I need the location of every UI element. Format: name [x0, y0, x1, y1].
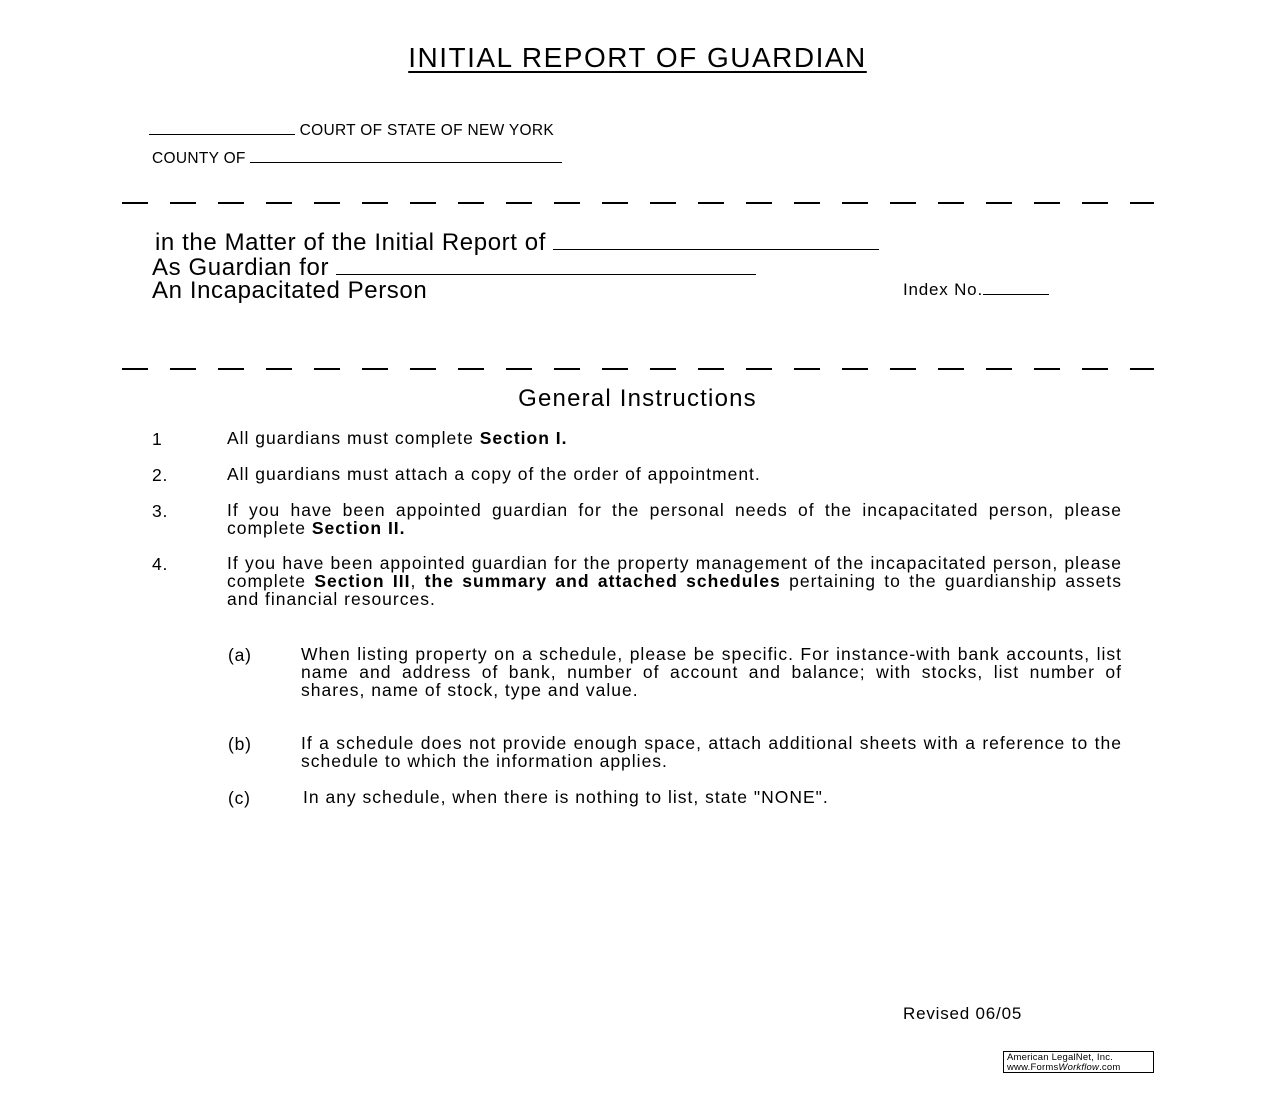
instruction-item [227, 465, 1122, 483]
index-blank[interactable] [983, 294, 1049, 295]
item-bold: the summary and attached schedules [424, 571, 781, 591]
county-label: COUNTY OF [152, 150, 246, 167]
incapacitated-name-blank[interactable] [336, 274, 756, 275]
instruction-item [227, 429, 1122, 447]
divider-dashed-top [122, 202, 1154, 204]
item-bold: Section II. [311, 518, 406, 538]
publisher-footer [1003, 1051, 1154, 1073]
item-number: 1 [152, 429, 163, 449]
document-title [0, 42, 1275, 74]
item-number: 4. [152, 554, 169, 574]
divider-dashed-bottom [122, 368, 1154, 370]
item-text: If you have been appointed guardian for the personal needs of the incapacitated person, please complete [227, 500, 1122, 538]
publisher-name: American LegalNet, Inc. [1007, 1052, 1113, 1063]
instruction-item [227, 554, 1122, 608]
court-blank[interactable] [149, 134, 295, 135]
guardian-for-label: As Guardian for [152, 254, 330, 281]
item-text: All guardians must complete [227, 428, 480, 448]
subitem-label: (c) [228, 788, 251, 808]
court-line [149, 122, 554, 140]
item-number: 2. [152, 465, 169, 485]
url-part: Workflow [1058, 1062, 1100, 1073]
subitem-label: (b) [228, 734, 252, 754]
publisher-url [1007, 1063, 1150, 1073]
subitem-text: When listing property on a schedule, please be specific. For instance-with bank accounts, list name and address of bank, number of account and balance; with stocks, list number of shares, name of stock, type and value. [301, 644, 1122, 700]
index-no [903, 280, 1049, 300]
item-text: If you have been appointed guardian for the property management of the incapacitated person, please complete [227, 553, 1122, 591]
matter-line-3: An Incapacitated Person [152, 277, 428, 304]
subitem-text: In any schedule, when there is nothing to list, state "NONE". [303, 787, 829, 807]
item-number: 3. [152, 501, 169, 521]
county-blank[interactable] [250, 162, 562, 163]
item-text: , [410, 571, 425, 591]
subitem-text: If a schedule does not provide enough space, attach additional sheets with a reference to the schedule to which the information applies. [301, 733, 1122, 771]
item-bold: Section III [314, 571, 411, 591]
matter-line-1 [155, 231, 879, 255]
court-label: COURT OF STATE OF NEW YORK [299, 122, 554, 139]
url-part: www.Forms [1007, 1062, 1059, 1073]
title-text: INITIAL REPORT OF GUARDIAN [408, 42, 867, 73]
url-part: .com [1099, 1062, 1121, 1073]
revised-date: Revised 06/05 [903, 1004, 1023, 1023]
guardian-name-blank[interactable] [553, 249, 879, 250]
subitem-label: (a) [228, 645, 252, 665]
instruction-item [227, 501, 1122, 537]
county-line [152, 150, 562, 168]
item-bold: Section I. [479, 428, 568, 448]
section-heading: General Instructions [518, 385, 757, 412]
item-text: All guardians must attach a copy of the order of appointment. [227, 464, 761, 484]
index-label: Index No. [903, 280, 983, 299]
matter-label: in the Matter of the Initial Report of [155, 229, 546, 256]
item-text: pertaining to the guardianship assets and financial resources. [227, 571, 1123, 609]
